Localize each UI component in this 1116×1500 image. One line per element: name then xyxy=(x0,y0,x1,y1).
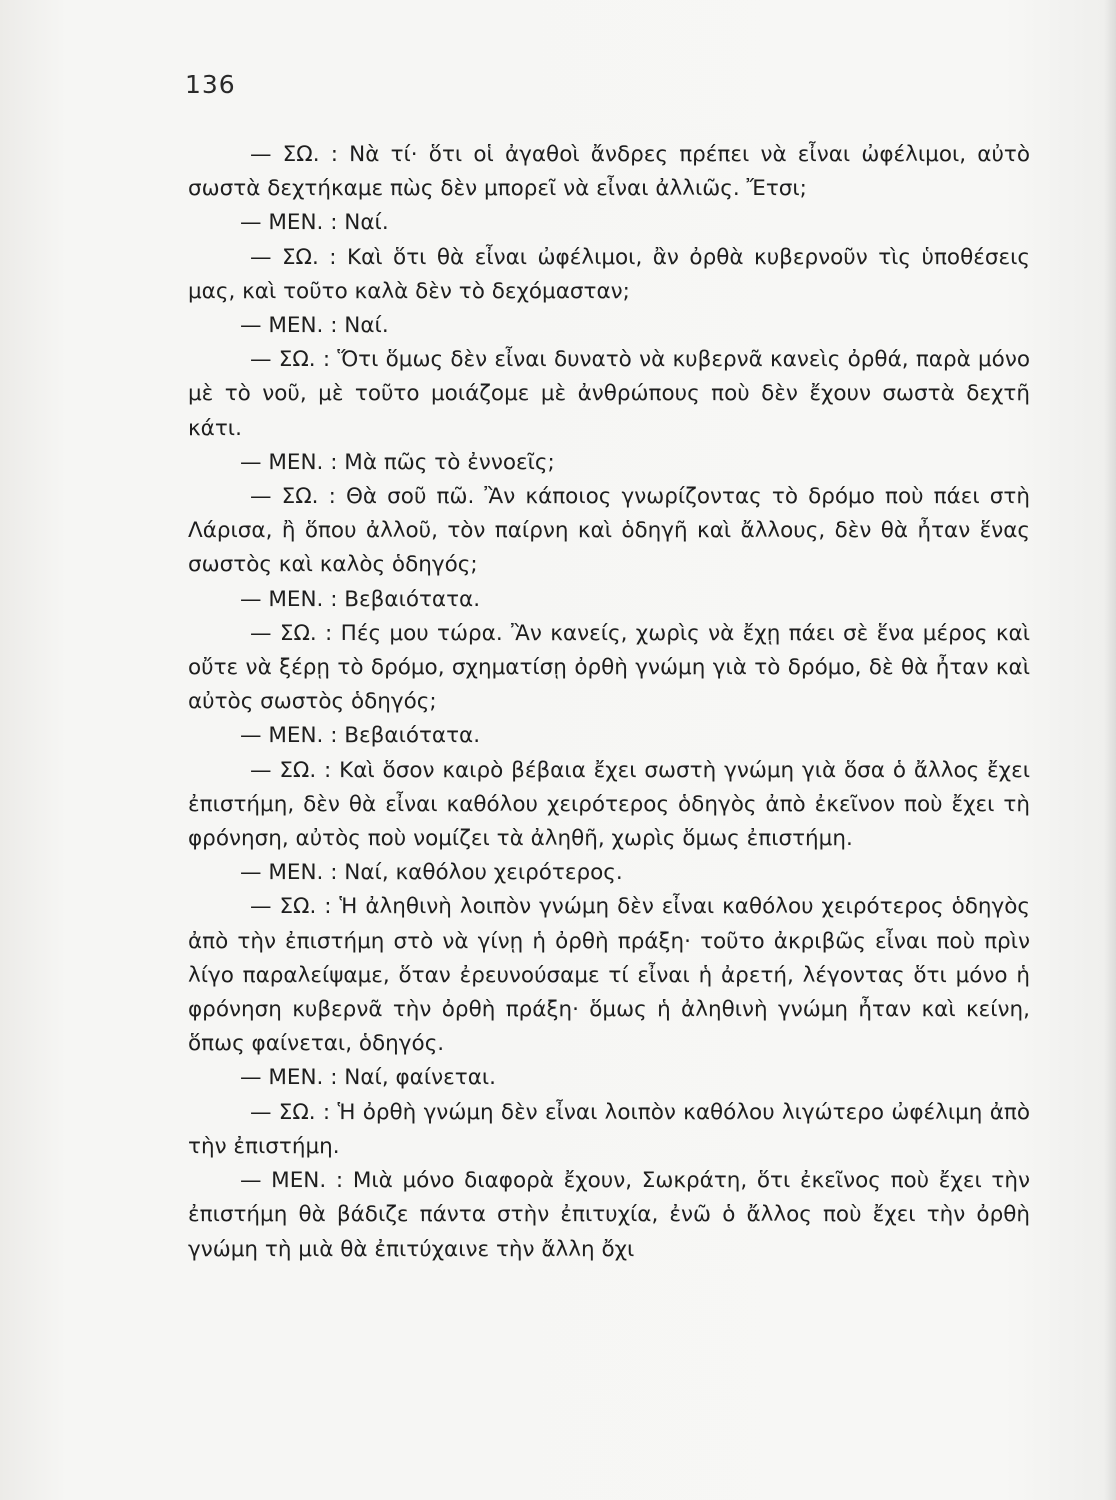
dialogue-line-socrates: — ΣΩ. : Ὅτι ὅμως δὲν εἶναι δυνατὸ νὰ κυβερνᾶ κανεὶς ὀρθά, παρὰ μόνο μὲ τὸ νοῦ, μὲ τοῦτο μοιάζομε μὲ ἀνθρώπους ποὺ δὲν ἔχουν σωστὰ δεχτῆ κάτι. xyxy=(188,347,1030,441)
dialogue-text xyxy=(188,138,1030,1267)
dialogue-line-socrates: — ΣΩ. : Νὰ τί· ὅτι οἱ ἀγαθοὶ ἄνδρες πρέπει νὰ εἶναι ὠφέλιμοι, αὐτὸ σωστὰ δεχτήκαμε πὼς δὲν μπορεῖ νὰ εἶναι ἀλλιῶς. Ἔτσι; xyxy=(188,142,1030,202)
dialogue-line-menon: — ΜΕΝ. : Ναί, φαίνεται. xyxy=(240,1065,496,1091)
dialogue-line-menon: — ΜΕΝ. : Μιὰ μόνο διαφορὰ ἔχουν, Σωκράτη, ὅτι ἐκεῖνος ποὺ ἔχει τὴν ἐπιστήμη θὰ βάδιζε πάντα στὴν ἐπιτυχία, ἐνῶ ὁ ἄλλος ποὺ ἔχει τὴν ὀρθὴ γνώμη τὴ μιὰ θὰ ἐπιτύχαινε τὴν ἄλλη ὄχι xyxy=(188,1168,1030,1262)
dialogue-line-socrates: — ΣΩ. : Ἡ ὀρθὴ γνώμη δὲν εἶναι λοιπὸν καθόλου λιγώτερο ὠφέλιμη ἀπὸ τὴν ἐπιστήμη. xyxy=(188,1099,1030,1159)
dialogue-line-socrates: — ΣΩ. : Καὶ ὅτι θὰ εἶναι ὠφέλιμοι, ἂν ὀρθὰ κυβερνοῦν τὶς ὑποθέσεις μας, καὶ τοῦτο καλὰ δὲν τὸ δεχόμασταν; xyxy=(188,244,1030,304)
dialogue-line-menon: — ΜΕΝ. : Μὰ πῶς τὸ ἐννοεῖς; xyxy=(240,449,555,475)
dialogue-line-socrates: — ΣΩ. : Ἡ ἀληθινὴ λοιπὸν γνώμη δὲν εἶναι καθόλου χειρότερος ὁδηγὸς ἀπὸ τὴν ἐπιστήμη στὸ νὰ γίνῃ ἡ ὀρθὴ πράξη· τοῦτο ἀκριβῶς εἶναι ποὺ πρὶν λίγο παραλείψαμε, ὅταν ἐρευνούσαμε τί εἶναι ἡ ἀρετή, λέγοντας ὅτι μόνο ἡ φρόνηση κυβερνᾶ τὴν ὀρθὴ πράξη· ὅμως ἡ ἀληθινὴ γνώμη ἦταν καὶ κείνη, ὅπως φαίνεται, ὁδηγός. xyxy=(188,894,1030,1057)
page-edge-shadow xyxy=(1104,0,1116,1500)
dialogue-line-menon: — ΜΕΝ. : Ναί, καθόλου χειρότερος. xyxy=(240,860,623,886)
dialogue-line-socrates: — ΣΩ. : Πές μου τώρα. Ἂν κανείς, χωρὶς νὰ ἔχῃ πάει σὲ ἕνα μέρος καὶ οὔτε νὰ ξέρῃ τὸ δρόμο, σχηματίσῃ ὀρθὴ γνώμη γιὰ τὸ δρόμο, δὲ θὰ ἦταν καὶ αὐτὸς σωστὸς ὁδηγός; xyxy=(188,620,1030,715)
dialogue-line-socrates: — ΣΩ. : Θὰ σοῦ πῶ. Ἂν κάποιος γνωρίζοντας τὸ δρόμο ποὺ πάει στὴ Λάρισα, ἢ ὅπου ἀλλοῦ, τὸν παίρνη καὶ ὁδηγῆ καὶ ἄλλους, δὲν θὰ ἦταν ἕνας σωστὸς καὶ καλὸς ὁδηγός; xyxy=(188,484,1030,578)
dialogue-line-menon: — ΜΕΝ. : Βεβαιότατα. xyxy=(240,586,481,612)
page-number: 136 xyxy=(185,70,236,99)
dialogue-line-menon: — ΜΕΝ. : Βεβαιότατα. xyxy=(240,723,481,749)
dialogue-line-socrates: — ΣΩ. : Καὶ ὅσον καιρὸ βέβαια ἔχει σωστὴ γνώμη γιὰ ὅσα ὁ ἄλλος ἔχει ἐπιστήμη, δὲν θὰ εἶναι καθόλου χειρότερος ὁδηγὸς ἀπὸ ἐκεῖνον ποὺ ἔχει τὴ φρόνηση, αὐτὸς ποὺ νομίζει τὰ ἀληθῆ, χωρὶς ὅμως ἐπιστήμη. xyxy=(188,757,1030,852)
dialogue-line-menon: — ΜΕΝ. : Ναί. xyxy=(240,210,389,236)
dialogue-line-menon: — ΜΕΝ. : Ναί. xyxy=(240,313,389,339)
